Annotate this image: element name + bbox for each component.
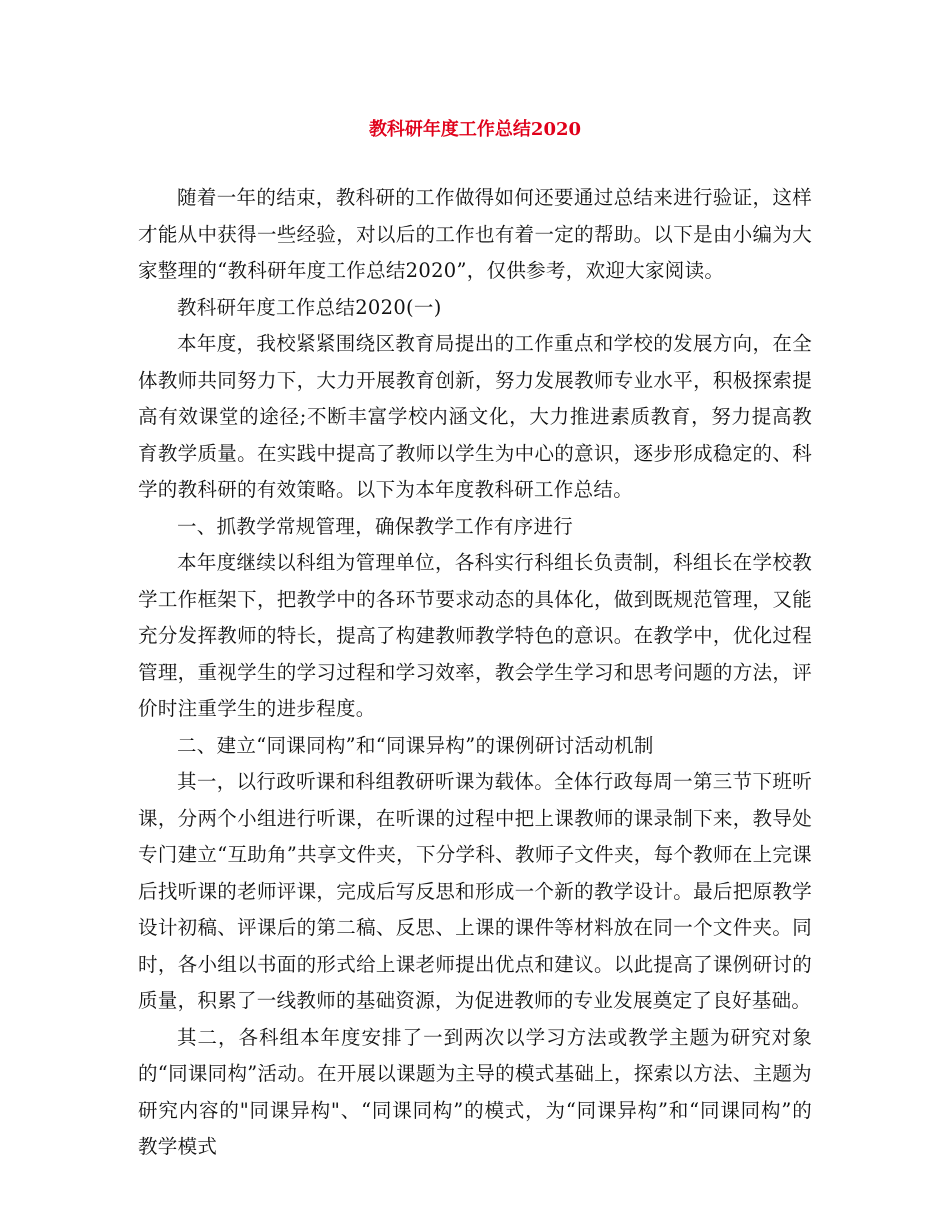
lesson-study-paragraph-2: 其二，各科组本年度安排了一到两次以学习方法或教学主题为研究对象的“同课同构”活动。在开展以课题为主导的模式基础上，探索以方法、主题为研究内容的"同课异构"、“同课同构”的模式，为“同课异构”和“同课同构”的教学模式 xyxy=(138,1025,812,1158)
overview-paragraph: 本年度，我校紧紧围绕区教育局提出的工作重点和学校的发展方向，在全体教师共同努力下，大力开展教育创新，努力发展教师专业水平，积极探索提高有效课堂的途径;不断丰富学校内涵文化，大力推进素质教育，努力提高教育教学质量。在实践中提高了教师以学生为中心的意识，逐步形成稳定的、科学的教科研的有效策略。以下为本年度教科研工作总结。 xyxy=(138,332,812,501)
lesson-study-paragraph-1: 其一，以行政听课和科组教研听课为载体。全体行政每周一第三节下班听课，分两个小组进行听课，在听课的过程中把上课教师的课录制下来，教导处专门建立“互助角”共享文件夹，下分学科、教师子文件夹，每个教师在上完课后找听课的老师评课，完成后写反思和形成一个新的教学设计。最后把原教学设计初稿、评课后的第二稿、反思、上课的课件等材料放在同一个文件夹。同时，各小组以书面的形式给上课老师提出优点和建议。以此提高了课例研讨的质量，积累了一线教师的基础资源，为促进教师的专业发展奠定了良好基础。 xyxy=(138,770,812,1012)
teaching-routine-paragraph: 本年度继续以科组为管理单位，各科实行科组长负责制，科组长在学校教学工作框架下，把教学中的各环节要求动态的具体化，做到既规范管理，又能充分发挥教师的特长，提高了构建教师教学特色的意识。在教学中，优化过程管理，重视学生的学习过程和学习效率，教会学生学习和思考问题的方法，评价时注重学生的进步程度。 xyxy=(138,551,812,720)
document-body xyxy=(138,180,812,1166)
intro-paragraph: 随着一年的结束，教科研的工作做得如何还要通过总结来进行验证，这样才能从中获得一些经验，对以后的工作也有着一定的帮助。以下是由小编为大家整理的“教科研年度工作总结2020”，仅供参考，欢迎大家阅读。 xyxy=(138,186,812,282)
document-title: 教科研年度工作总结2020 xyxy=(368,119,582,140)
heading-lesson-study: 二、建立“同课同构”和“同课异构”的课例研讨活动机制 xyxy=(177,733,654,757)
heading-teaching-routine: 一、抓教学常规管理，确保教学工作有序进行 xyxy=(177,514,574,538)
section-heading-part-one: 教科研年度工作总结2020(一) xyxy=(177,295,442,319)
